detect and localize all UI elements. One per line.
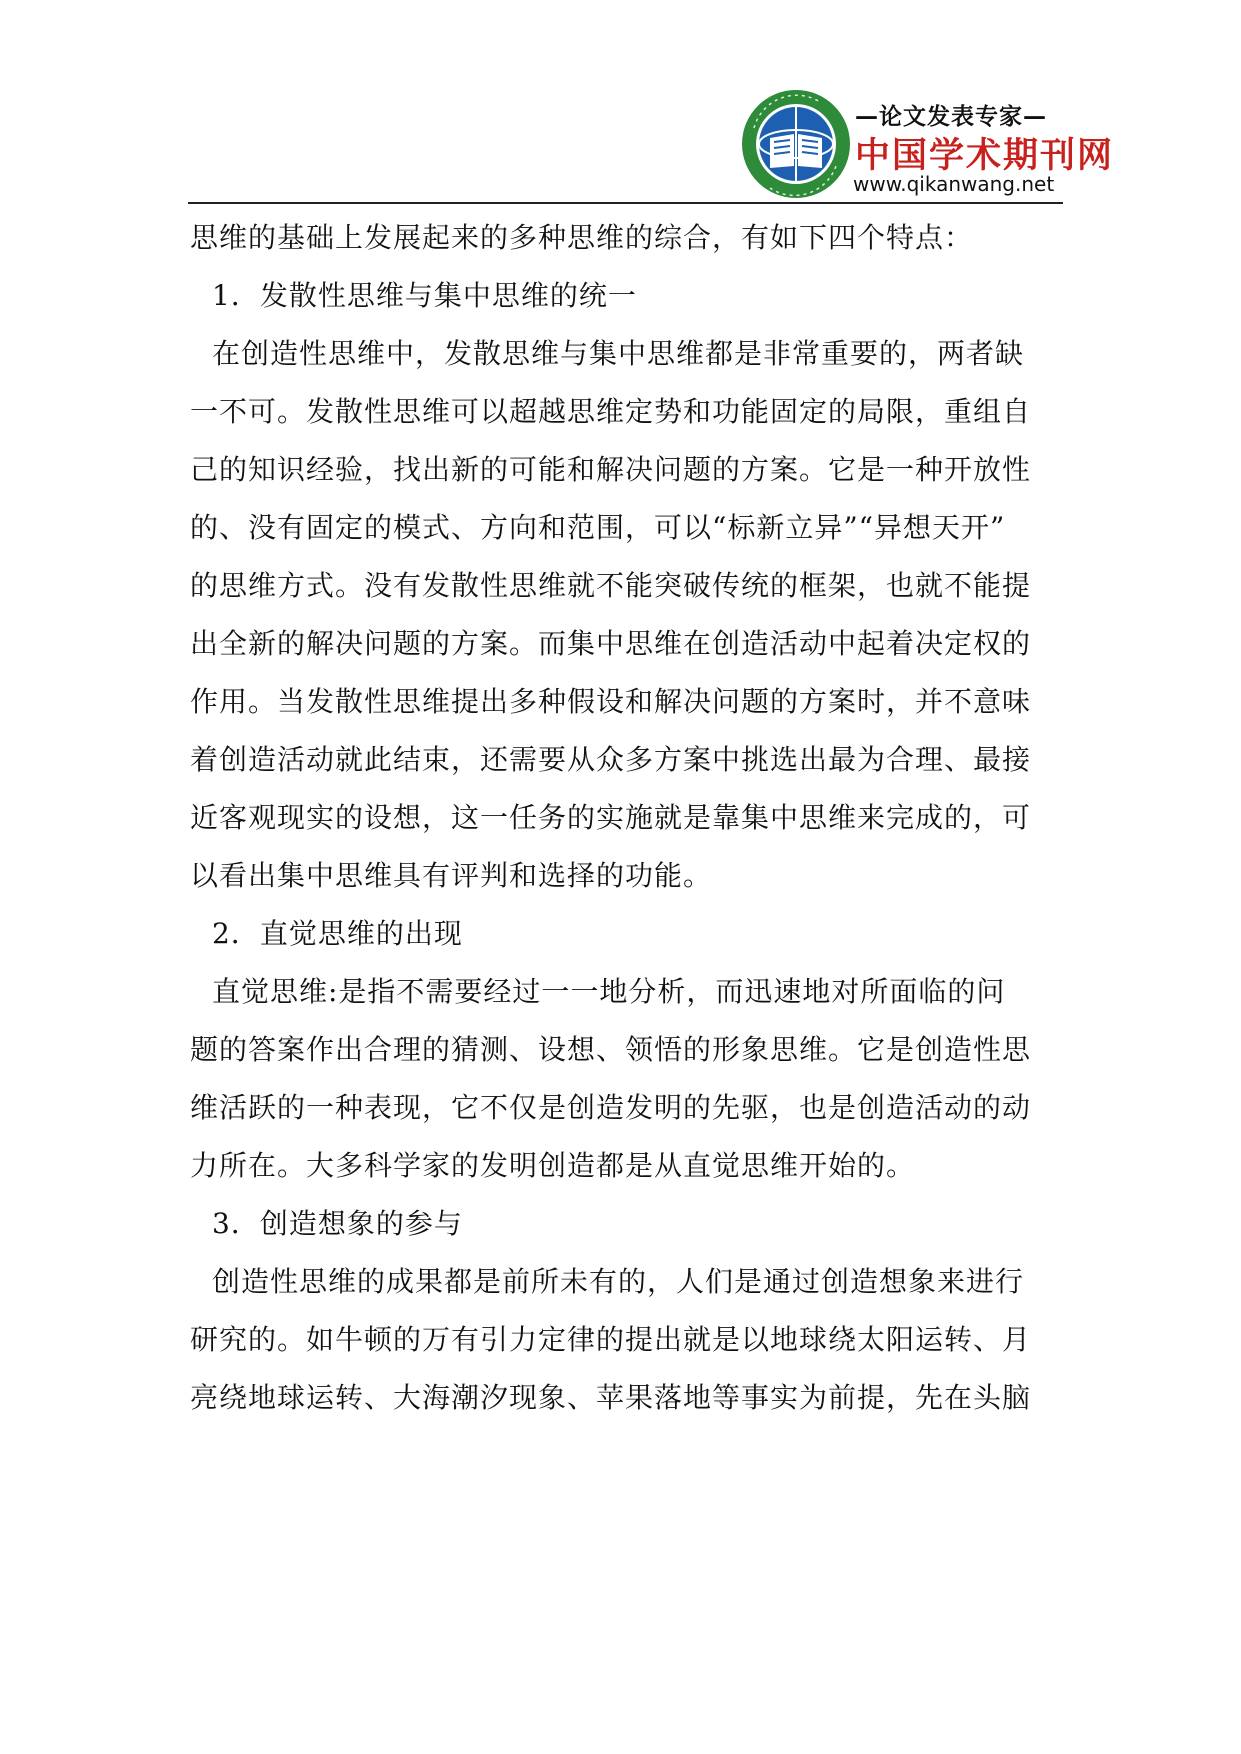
paragraph-line: 一不可。发散性思维可以超越思维定势和功能固定的局限，重组自: [190, 395, 1032, 428]
section-heading-2: 2．直觉思维的出现: [212, 917, 463, 950]
section-heading-1: 1．发散性思维与集中思维的统一: [212, 279, 637, 312]
paragraph-line: 研究的。如牛顿的万有引力定律的提出就是以地球绕太阳运转、月: [190, 1323, 1032, 1356]
paragraph-line: 出全新的解决问题的方案。而集中思维在创造活动中起着决定权的: [190, 627, 1032, 660]
section-heading-3: 3．创造想象的参与: [212, 1207, 463, 1240]
page-header: [0, 0, 1241, 205]
logo-tagline: —论文发表专家—: [855, 104, 1047, 130]
paragraph-line: 在创造性思维中，发散思维与集中思维都是非常重要的，两者缺: [212, 337, 1025, 370]
paragraph-line: 作用。当发散性思维提出多种假设和解决问题的方案时，并不意味: [190, 685, 1032, 718]
paragraph-line: 着创造活动就此结束，还需要从众多方案中挑选出最为合理、最接: [190, 743, 1032, 776]
paragraph-line: 创造性思维的成果都是前所未有的，人们是通过创造想象来进行: [212, 1265, 1025, 1298]
logo-brand-name: 中国学术期刊网: [855, 136, 1115, 176]
paragraph-line: 的思维方式。没有发散性思维就不能突破传统的框架，也就不能提: [190, 569, 1032, 602]
paragraph-line: 思维的基础上发展起来的多种思维的综合，有如下四个特点：: [190, 221, 974, 254]
paragraph-line: 的、没有固定的模式、方向和范围，可以“标新立异”“异想天开”: [190, 511, 1006, 544]
paragraph-line: 力所在。大多科学家的发明创造都是从直觉思维开始的。: [190, 1149, 916, 1182]
qikanwang-seal-logo: [740, 88, 852, 200]
header-divider: [188, 202, 1063, 204]
paragraph-line: 维活跃的一种表现，它不仅是创造发明的先驱，也是创造活动的动: [190, 1091, 1032, 1124]
paragraph-line: 题的答案作出合理的猜测、设想、领悟的形象思维。它是创造性思: [190, 1033, 1032, 1066]
paragraph-line: 以看出集中思维具有评判和选择的功能。: [190, 859, 713, 892]
paragraph-line: 己的知识经验，找出新的可能和解决问题的方案。它是一种开放性: [190, 453, 1032, 486]
paragraph-line: 近客观现实的设想，这一任务的实施就是靠集中思维来完成的，可: [190, 801, 1032, 834]
paragraph-line: 亮绕地球运转、大海潮汐现象、苹果落地等事实为前提，先在头脑: [190, 1381, 1032, 1414]
paragraph-line: 直觉思维:是指不需要经过一一地分析，而迅速地对所面临的问: [212, 975, 1006, 1008]
logo-url: www.qikanwang.net: [853, 172, 1055, 196]
